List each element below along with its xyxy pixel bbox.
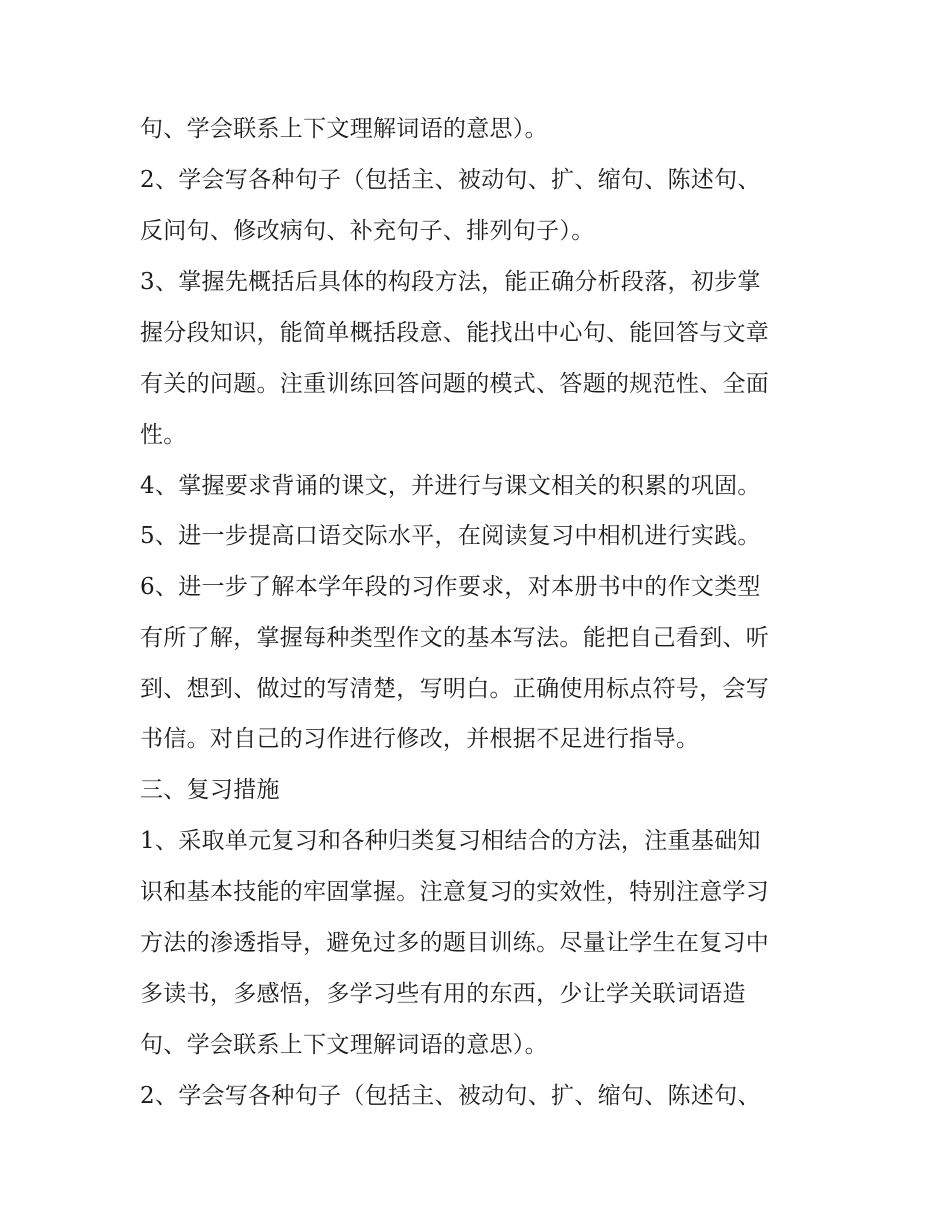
text-line: 2、学会写各种句子（包括主、被动句、扩、缩句、陈述句、 — [140, 167, 761, 193]
text-line: 到、想到、做过的写清楚，写明白。正确使用标点符号，会写 — [140, 676, 770, 702]
text-line: 5、进一步提高口语交际水平，在阅读复习中相机进行实践。 — [140, 523, 761, 549]
text-line: 3、掌握先概括后具体的构段方法，能正确分析段落，初步掌 — [140, 269, 761, 295]
text-line: 性。 — [140, 422, 187, 448]
text-line: 6、进一步了解本学年段的习作要求，对本册书中的作文类型 — [140, 574, 761, 600]
section-heading: 三、复习措施 — [140, 777, 280, 803]
text-line: 1、采取单元复习和各种归类复习相结合的方法，注重基础知 — [140, 828, 761, 854]
text-line: 识和基本技能的牢固掌握。注意复习的实效性，特别注意学习 — [140, 879, 770, 905]
text-line: 多读书，多感悟，多学习些有用的东西，少让学关联词语造 — [140, 981, 746, 1007]
text-line: 2、学会写各种句子（包括主、被动句、扩、缩句、陈述句、 — [140, 1083, 761, 1109]
text-line: 句、学会联系上下文理解词语的意思）。 — [140, 1032, 548, 1058]
text-line: 有关的问题。注重训练回答问题的模式、答题的规范性、全面 — [140, 371, 770, 397]
text-line: 握分段知识，能简单概括段意、能找出中心句、能回答与文章 — [140, 320, 770, 346]
text-line: 有所了解，掌握每种类型作文的基本写法。能把自己看到、听 — [140, 625, 770, 651]
text-line: 书信。对自己的习作进行修改，并根据不足进行指导。 — [140, 726, 700, 752]
text-line: 方法的渗透指导，避免过多的题目训练。尽量让学生在复习中 — [140, 930, 770, 956]
text-line: 句、学会联系上下文理解词语的意思）。 — [140, 116, 548, 142]
text-line: 反问句、修改病句、补充句子、排列句子）。 — [140, 218, 595, 244]
text-line: 4、掌握要求背诵的课文，并进行与课文相关的积累的巩固。 — [140, 473, 761, 499]
